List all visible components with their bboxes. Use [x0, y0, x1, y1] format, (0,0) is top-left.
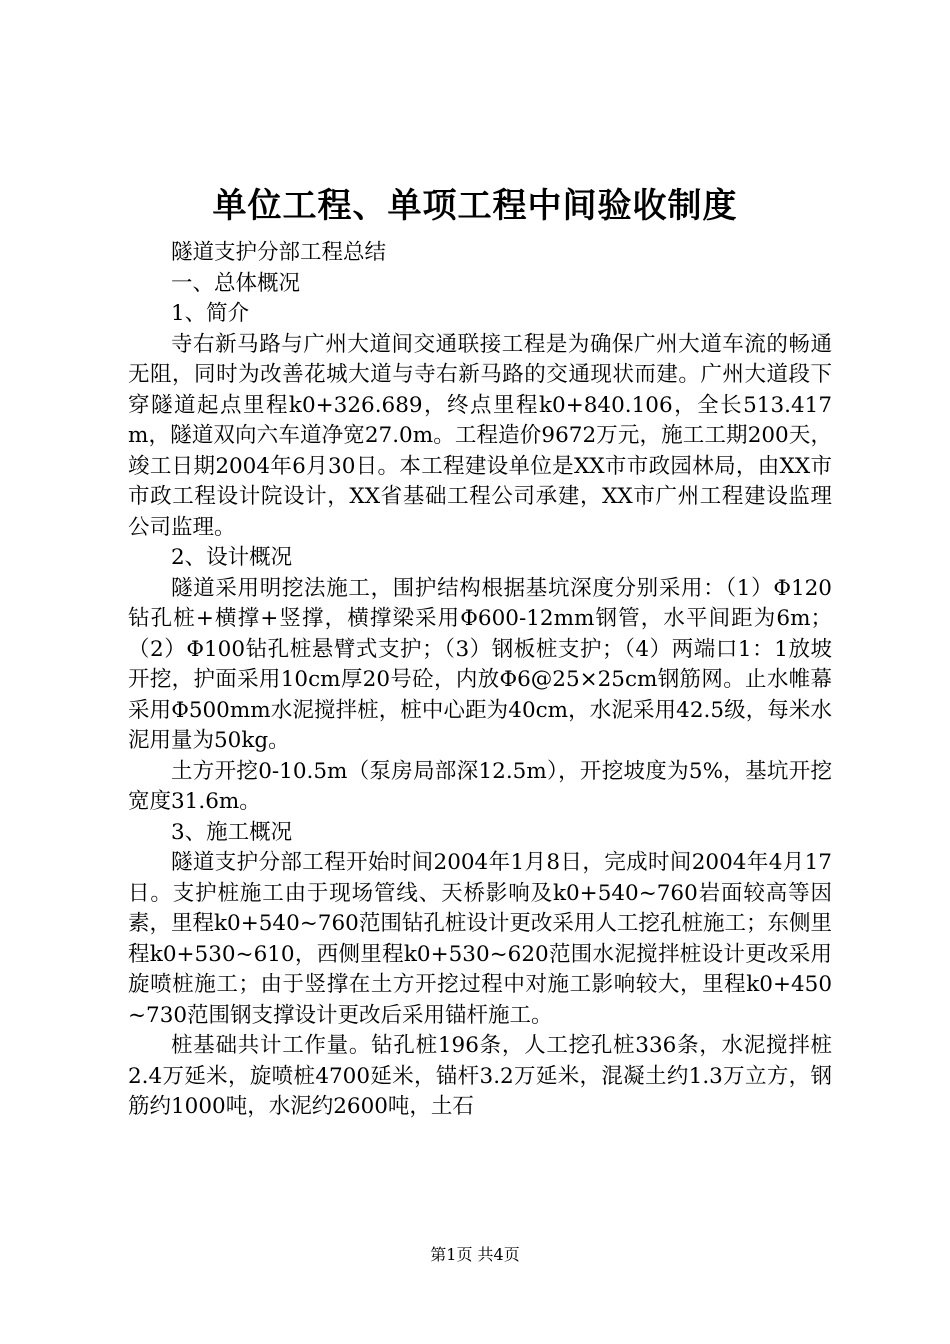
- paragraph: 寺右新马路与广州大道间交通联接工程是为确保广州大道车流的畅通无阻，同时为改善花城大道与寺右新马路的交通现状而建。广州大道段下穿隧道起点里程k0+326.689，终点里程k0+840.106，全长513.417m，隧道双向六车道净宽27.0m。工程造价9672万元，施工工期200天，竣工日期2004年6月30日。本工程建设单位是XX市市政园林局，由XX市市政工程设计院设计，XX省基础工程公司承建，XX市广州工程建设监理公司监理。: [128, 331, 832, 540]
- paragraph: 桩基础共计工作量。钻孔桩196条，人工挖孔桩336条，水泥搅拌桩2.4万延米，旋喷桩4700延米，锚杆3.2万延米，混凝土约1.3万立方，钢筋约1000吨，水泥约2600吨，土石: [128, 1033, 832, 1119]
- page-footer: 第1页 共4页: [430, 1245, 520, 1264]
- section-heading: 3、施工概况: [171, 819, 293, 845]
- paragraph: 隧道采用明挖法施工，围护结构根据基坑深度分别采用：（1）Φ120钻孔桩+横撑+竖撑，横撑梁采用Φ600-12mm钢管，水平间距为6m；（2）Φ100钻孔桩悬臂式支护；（3）钢板桩支护；（4）两端口1：1放坡开挖，护面采用10cm厚20号砼，内放Φ6@25×25cm钢筋网。止水帷幕采用Φ500mm水泥搅拌桩，桩中心距为40cm，水泥采用42.5级，每米水泥用量为50kg。: [128, 575, 832, 753]
- section-heading: 隧道支护分部工程总结: [171, 240, 387, 265]
- paragraph: 隧道支护分部工程开始时间2004年1月8日，完成时间2004年4月17日。支护桩施工由于现场管线、天桥影响及k0+540~760岩面较高等因素，里程k0+540~760范围钻孔桩设计更改采用人工挖孔桩施工；东侧里程k0+530~610，西侧里程k0+530~620范围水泥搅拌桩设计更改采用旋喷桩施工；由于竖撑在土方开挖过程中对施工影响较大，里程k0+450~730范围钢支撑设计更改后采用锚杆施工。: [128, 850, 832, 1028]
- section-heading: 一、总体概况: [171, 270, 301, 296]
- paragraph: 土方开挖0-10.5m（泵房局部深12.5m），开挖坡度为5%，基坑开挖宽度31.6m。: [128, 758, 832, 814]
- section-heading: 1、简介: [171, 301, 250, 326]
- section-heading: 2、设计概况: [171, 545, 293, 570]
- document-body: [128, 238, 832, 1123]
- document-title: 单位工程、单项工程中间验收制度: [212, 186, 738, 226]
